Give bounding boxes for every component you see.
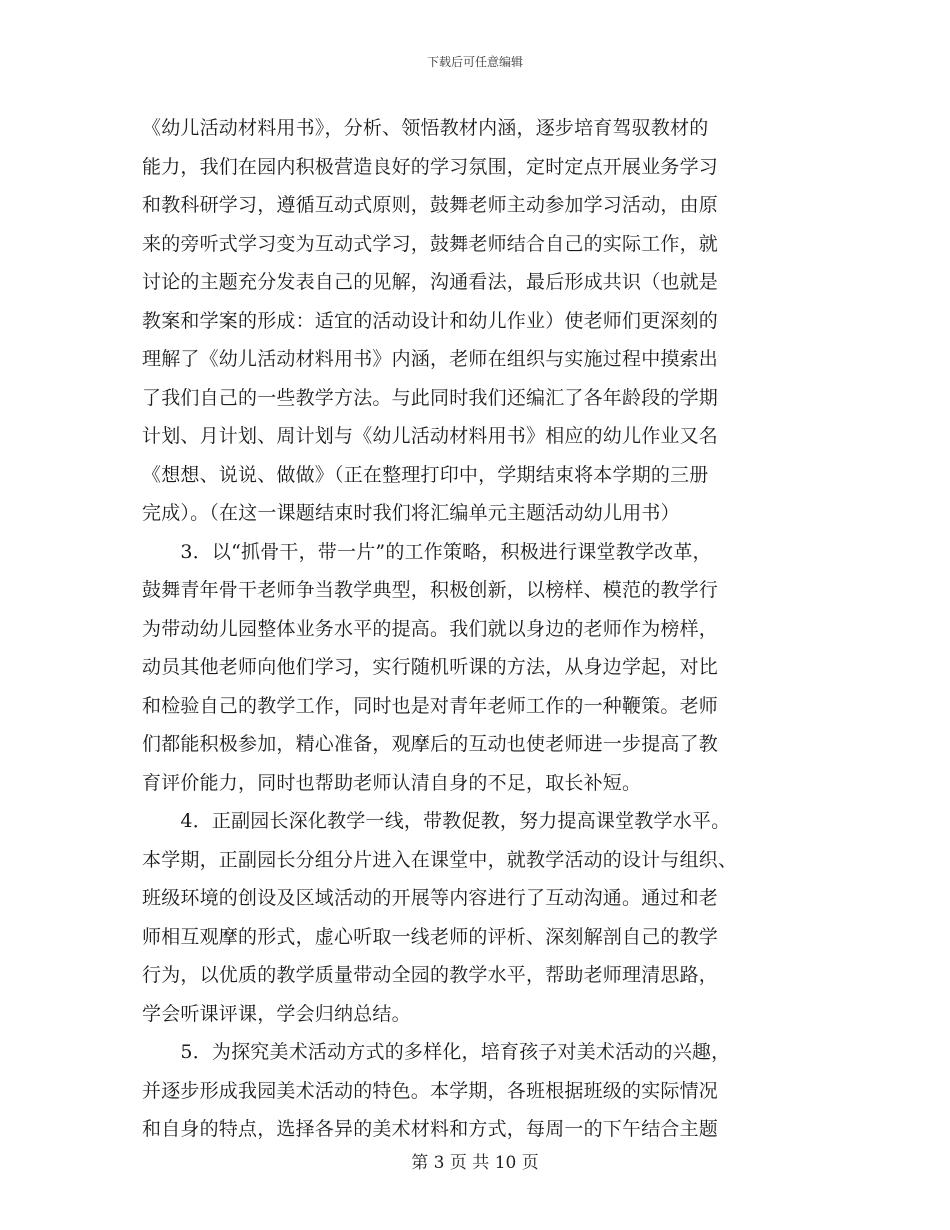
text-line: 和教科研学习，遵循互动式原则，鼓舞老师主动参加学习活动，由原 [142,194,719,216]
text-line: 教案和学案的形成：适宜的活动设计和幼儿作业）使老师们更深刻的 [142,309,719,332]
text-line: 能力，我们在园内积极营造良好的学习氛围，定时定点开展业务学习 [142,155,719,178]
text-line: 本学期，正副园长分组分片进入在课堂中，就教学活动的设计与组织、 [142,848,738,871]
text-line: 了我们自己的一些教学方法。与此同时我们还编汇了各年龄段的学期 [142,386,719,409]
text-line: 完成）。（在这一课题结束时我们将汇编单元主题活动幼儿用书） [142,502,680,524]
text-line: 和自身的特点，选择各异的美术材料和方式，每周一的下午结合主题 [142,1118,719,1140]
text-line: 行为，以优质的教学质量带动全园的教学水平，帮助老师理清思路， [142,964,719,986]
text-line: 《幼儿活动材料用书》，分析、领悟教材内涵，逐步培育驾驭教材的 [142,117,709,139]
page-header: 下载后可任意编辑 [426,55,523,69]
text-line: 来的旁听式学习变为互动式学习，鼓舞老师结合自己的实际工作，就 [142,232,719,255]
text-line: 为带动幼儿园整体业务水平的提高。我们就以身边的老师作为榜样， [142,617,719,640]
text-line: 们都能积极参加，精心准备，观摩后的互动也使老师进一步提高了教 [142,733,719,755]
text-line: 理解了《幼儿活动材料用书》内涵，老师在组织与实施过程中摸索出 [142,348,719,370]
text-line: 3．以“抓骨干，带一片”的工作策略，积极进行课堂教学改革， [142,540,712,563]
text-line: 鼓舞青年骨干老师争当教学典型，积极创新，以榜样、模范的教学行 [142,579,719,601]
text-line: 动员其他老师向他们学习，实行随机听课的方法，从身边学起，对比 [142,656,719,678]
document-body [142,109,802,1149]
text-line: 4．正副园长深化教学一线，带教促教，努力提高课堂教学水平。 [142,810,731,832]
text-line: 和检验自己的教学工作，同时也是对青年老师工作的一种鞭策。老师 [142,694,719,717]
page-number-footer: 第 3 页 共 10 页 [411,1153,539,1173]
text-line: 学会听课评课，学会归纳总结。 [142,1002,411,1025]
text-line: 《想想、说说、做做》（正在整理打印中，学期结束将本学期的三册 [142,463,709,486]
text-line: 师相互观摩的形式，虚心听取一线老师的评析、深刻解剖自己的教学 [142,925,719,948]
text-line: 班级环境的创设及区域活动的开展等内容进行了互动沟通。通过和老 [142,887,719,909]
text-line: 计划、月计划、周计划与《幼儿活动材料用书》相应的幼儿作业又名 [142,425,719,447]
text-line: 并逐步形成我园美术活动的特色。本学期，各班根据班级的实际情况 [142,1079,719,1102]
text-line: 5．为探究美术活动方式的多样化，培育孩子对美术活动的兴趣， [142,1041,731,1063]
text-line: 育评价能力，同时也帮助老师认清自身的不足，取长补短。 [142,771,642,794]
text-line: 讨论的主题充分发表自己的见解，沟通看法，最后形成共识（也就是 [142,271,719,293]
